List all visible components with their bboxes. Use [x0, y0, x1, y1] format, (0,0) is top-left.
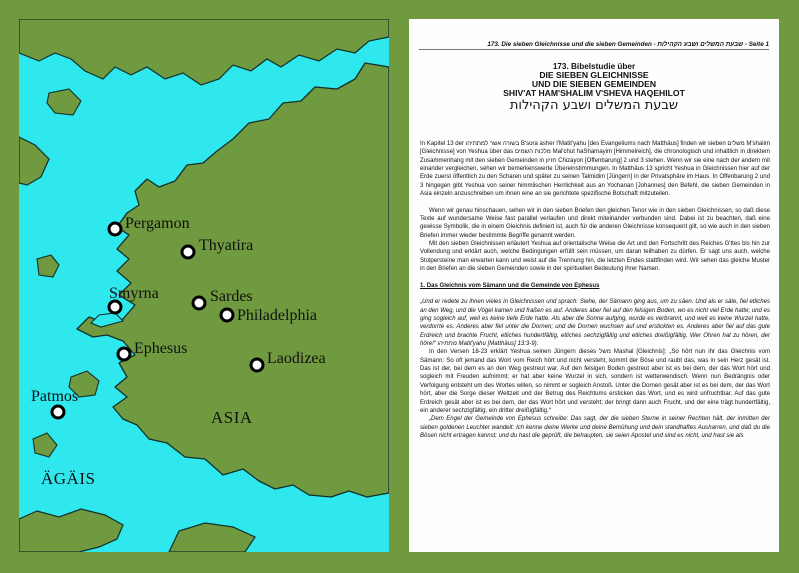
island-4 [33, 433, 57, 457]
island-2 [37, 255, 59, 277]
title-block [419, 62, 769, 114]
quote-ephesus-letter: „Dem Engel der Gemeinde von Ephesus schreibe: Das sagt, der die sieben Sterne in seiner Rechten hält, der inmitten der sieben goldenen Leuchter wandelt: Ich kenne deine Werke und deine Bemühung und dein standhaftes Ausharren, und daß du die Bösen nicht ertragen kannst; und du hast die geprüft, die behaupten, sie seien Apostel und sind es nicht, und hast sie als [420, 416, 770, 439]
city-label-patmos: Patmos [31, 388, 79, 405]
city-label-ephesus: Ephesus [134, 340, 188, 357]
ephesus-marker [118, 348, 130, 360]
page-header: 173. Die sieben Gleichnisse und die sieben Gemeinden - שבעת המשלים ושבע הקהילות - Seite 1 [419, 41, 769, 50]
island-1 [47, 89, 81, 115]
section-heading: 1. Das Gleichnis vom Sämann und die Gemeinde von Ephesus [420, 282, 600, 289]
region-label-aegean: ÄGÄIS [41, 469, 96, 488]
philadelphia-marker [221, 309, 233, 321]
city-label-laodizea: Laodizea [267, 350, 326, 367]
paragraph-intro: In Kapitel 13 der בשורה אשר למתתיהו B'sora asher l'Matit'yahu [des Evangeliums nach Matthäus] finden wir sieben משלים M'shalim [Gleichnisse] von Yeshua über das מלכות השמים Mal'chut haShamayim [Himmelreich], die chronologisch und inhaltlich in direktem Zusammenhang mit den sieben Gemeinden in חזיון Chizayon [Offenbarung] 2 und 3 stehen. Wenn wir sie eine nach der andern mit einander vergleichen, sehen wir bemerkenswerte Übereinstimmungen. In Matthäus 13 spricht Yeshua in Gleichnissen hier auf der Erde zuerst öffentlich zu den Scharen und später zu seinen Talmidim [Jüngern] in der Privatsphäre im Haus. In Offenbarung 2 und 3 hingegen gibt Yeshua von seiner himmlischen Herrlichkeit aus an Yochanan [Johannes] den Befehl, die sieben Gemeinden in Asia einzeln anzuschreiben um ihnen eine an sie gerichtete spezifische Botschaft mitzuteilen. [420, 141, 771, 198]
title-main-line1: DIE SIEBEN GLEICHNISSE [539, 70, 649, 80]
laodizea-marker [251, 359, 263, 371]
title-study-number: 173. Bibelstudie über [552, 62, 636, 71]
city-label-sardes: Sardes [210, 288, 253, 305]
body-text [420, 140, 770, 440]
title-hebrew: שבעת המשלים ושבע הקהילות [509, 98, 679, 113]
region-label-asia: ASIA [211, 408, 253, 427]
paragraph-purpose: Mit den sieben Gleichnissen erläutert Yeshua auf orientalische Weise die Art und den Fortschritt des Reiches G'ttes bis hin zur Vollendung und erklärt auch, welche Bedingungen erfüllt sein müssen, um daran teilhaben zu dürfen. Er sagt uns auch, welche Stolpersteine man erwarten kann und weist auf die Trennung hin, die letzten Endes stattfinden wird. Wir sehen das gleiche Muster in den Briefen an die sieben Gemeinden sowie in der spirituellen Bedeutung ihrer Namen. [420, 241, 770, 273]
document-page [409, 19, 779, 552]
smyrna-marker [109, 301, 121, 313]
sardes-marker [193, 297, 205, 309]
southern-island [19, 509, 123, 552]
thyatira-marker [182, 246, 194, 258]
paragraph-comparison: Wenn wir genau hinschauen, sehen wir in den sieben Briefen den gleichen Tenor wie in den sieben Gleichnissen, so daß diese Texte auf wundersame Weise fast parallel verlaufen und direkt miteinander verbunden sind. Dabei ist zu beachten, daß eine gewisse Symbolik, die in einem Gleichnis definiert ist, auch für die anderen Gleichnisse konsequent gilt, so wie auch in den sieben Briefen immer wieder bestimmte Begriffe genannt werden. [420, 207, 770, 239]
southern-island-east [169, 523, 255, 552]
patmos-marker [52, 406, 64, 418]
map-panel [19, 19, 389, 552]
city-label-thyatira: Thyatira [199, 237, 254, 254]
quote-sower-parable: „Und er redete zu ihnen vieles in Gleichnissen und sprach: Siehe, der Sämann ging aus, um zu säen. Und als er säte, fiel etliches an den Weg, und die Vögel kamen und fraßen es auf. Anderes aber fiel auf den felsigen Boden, wo es nicht viel Erde hatte; und es ging sogleich auf, weil es keine tiefe Erde hatte. Als aber die Sonne aufging, wurde es verbrannt, und weil es keine Wurzel hatte, verdorrte es. Anderes aber fiel unter die Dornen; und die Dornen wuchsen auf und erstickten es. Anderes aber fiel auf das gute Erdreich und brachte Frucht, etliches hundertfältig, etliches sechzigfältig und etliches dreißigfältig. Wer Ohren hat zu hören, der höre!“ מתתיהו Matit'yahu [Matthäus] 13:3-9). [420, 299, 770, 348]
land-mass [77, 63, 389, 497]
pergamon-marker [109, 223, 121, 235]
city-label-pergamon: Pergamon [125, 215, 190, 232]
title-main-line2: UND DIE SIEBEN GEMEINDEN [531, 79, 657, 89]
city-label-philadelphia: Philadelphia [237, 307, 317, 324]
paragraph-explanation: In den Versen 18-23 erklärt Yeshua seinen Jüngern dieses משל Mashal [Gleichnis]: „So hört nun ihr das Gleichnis vom Sämann: So oft jemand das Wort vom Reich hört und nicht versteht, kommt der Böse und raubt das, was in sein Herz gesät ist. Das ist der, bei dem es an den Weg gestreut war. Auf den felsigen Boden gestreut aber ist es bei dem, der das Wort hört und sogleich mit Freuden aufnimmt; er hat aber keine Wurzel in sich, sondern ist wetterwendisch. Wenn nun Bedrängnis oder Verfolgung entsteht um des Wortes willen, so nimmt er sogleich Anstoß. Unter die Dornen gesät aber ist es bei dem, der das Wort hört, aber die Sorge dieser Weltzeit und der Betrug des Reichtums ersticken das Wort, und es wird unfruchtbar. Auf das gute Erdreich gesät aber ist es bei dem, der das Wort hört und versteht; der bringt dann auch Frucht, und der eine trägt hundertfältig, ein anderer sechzigfältig, ein dritter dreißigfältig.“ [420, 349, 770, 414]
western-isle [19, 137, 49, 185]
title-transliteration: SHIV'AT HAM'SHALIM V'SHEVA HAQEHILOT [503, 88, 685, 98]
city-label-smyrna: Smyrna [109, 285, 159, 302]
northern-peninsula [19, 19, 389, 85]
